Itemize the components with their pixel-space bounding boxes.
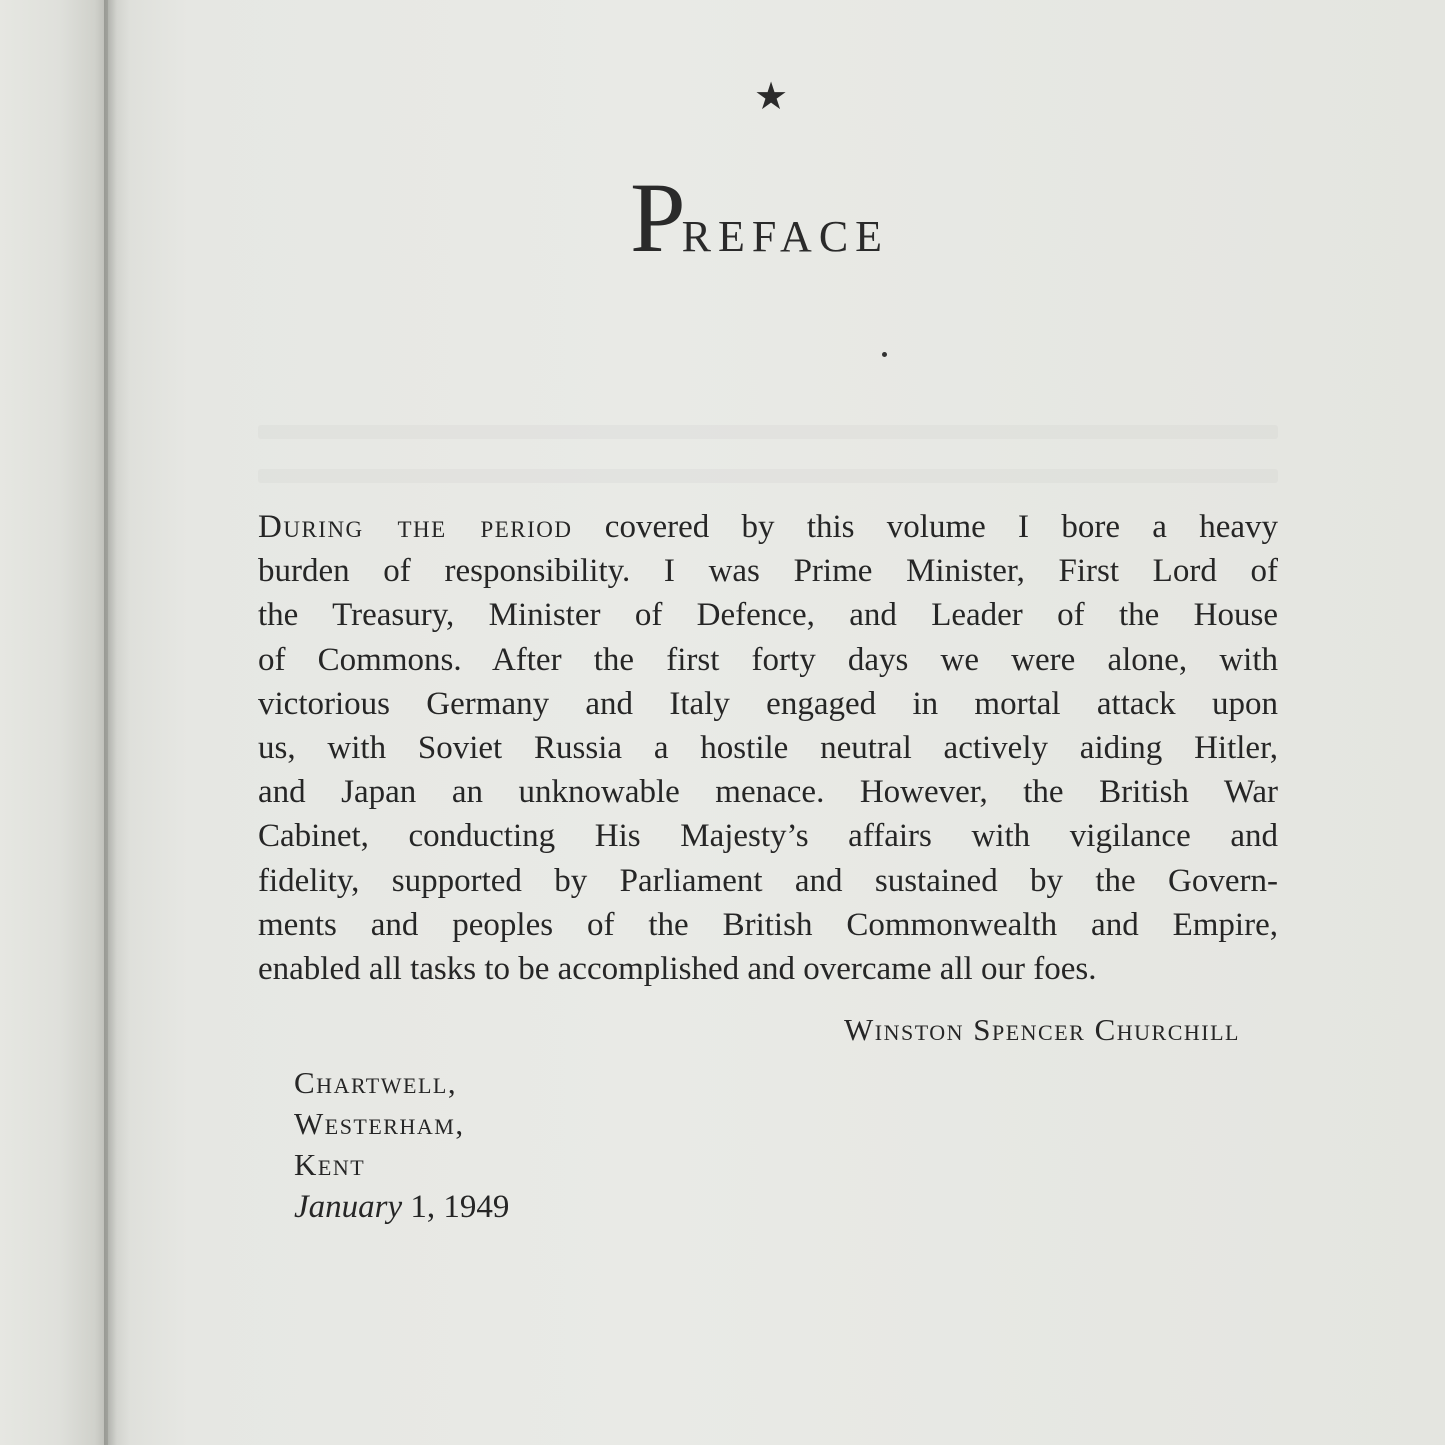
paragraph-line: victorious Germany and Italy engaged in mortal attack upon	[258, 685, 1278, 722]
paragraph-line: enabled all tasks to be accomplished and overcame all our foes.	[258, 951, 1097, 988]
address-line: Westerham,	[294, 1106, 465, 1141]
book-gutter-shadow	[104, 0, 130, 1445]
show-through-text	[258, 425, 1278, 513]
ink-speck	[882, 352, 887, 357]
paragraph-line: Cabinet, conducting His Majesty’s affairs with vigilance and	[258, 818, 1278, 855]
address-block	[294, 1062, 509, 1228]
page-title	[630, 162, 890, 273]
paragraph-line: fidelity, supported by Parliament and sustained by the Govern-	[258, 862, 1278, 899]
paragraph-line	[258, 505, 1278, 549]
date-line	[294, 1187, 509, 1228]
title-initial: P	[630, 162, 686, 273]
date-month: January	[294, 1189, 403, 1225]
paragraph-line: of Commons. After the first forty days we were alone, with	[258, 641, 1278, 678]
paragraph-line: the Treasury, Minister of Defence, and Leader of the House	[258, 597, 1278, 634]
title-rest: REFACE	[681, 212, 890, 261]
author-signature: Winston Spencer Churchill	[843, 1012, 1240, 1047]
paragraph-line: burden of responsibility. I was Prime Minister, First Lord of	[258, 553, 1278, 590]
star-icon: ★	[753, 76, 789, 118]
preface-paragraph	[258, 505, 1278, 991]
facing-page-edge	[0, 0, 108, 1445]
paragraph-line-text: covered by this volume I bore a heavy	[572, 509, 1278, 545]
address-line: Kent	[294, 1147, 366, 1182]
date-day-year: 1, 1949	[402, 1189, 510, 1225]
paragraph-line: us, with Soviet Russia a hostile neutral actively aiding Hitler,	[258, 730, 1278, 767]
paragraph-line: and Japan an unknowable menace. However, the British War	[258, 774, 1278, 811]
address-line: Chartwell,	[294, 1065, 458, 1100]
paragraph-line: ments and peoples of the British Commonwealth and Empire,	[258, 906, 1278, 943]
lead-in: During the period	[258, 509, 573, 545]
